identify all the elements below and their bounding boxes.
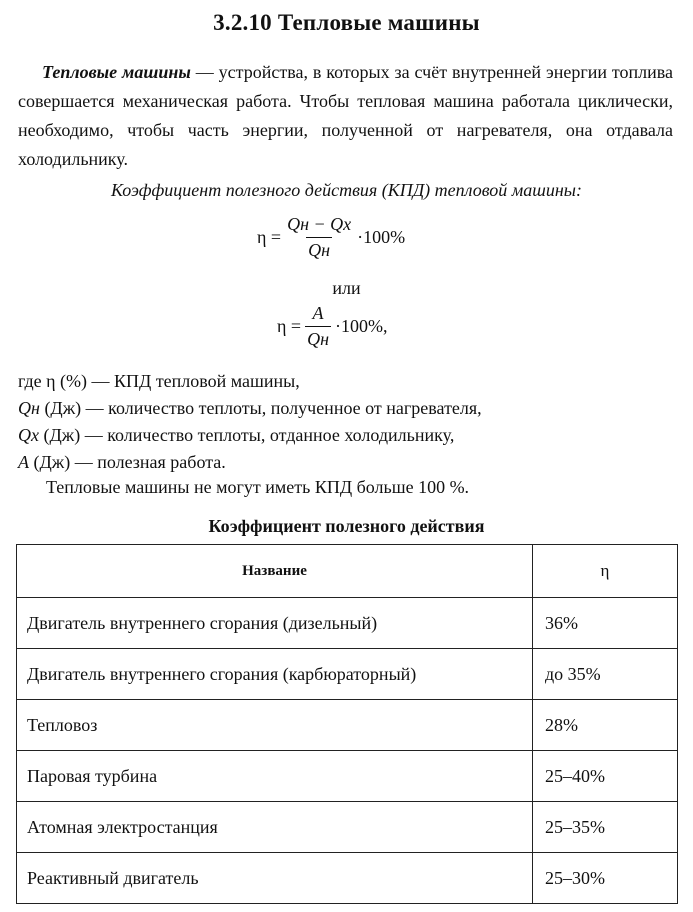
cell-name: Тепловоз	[17, 700, 533, 751]
formula-efficiency-work	[277, 303, 388, 350]
cell-eta: 28%	[533, 700, 678, 751]
formula2-numerator: A	[312, 303, 324, 323]
efficiency-table	[16, 544, 678, 904]
intro-paragraph	[18, 58, 673, 174]
term-heat-engines: Тепловые машины	[42, 62, 191, 82]
or-word: или	[332, 278, 361, 298]
table-row	[17, 853, 678, 904]
formula2-fraction	[305, 303, 331, 350]
header-eta: η	[533, 545, 678, 598]
formula1-rhs: ·100%	[357, 227, 406, 247]
table-title: Коэффициент полезного действия	[208, 516, 485, 536]
cell-name: Атомная электростанция	[17, 802, 533, 853]
table-row	[17, 598, 678, 649]
cell-eta: 36%	[533, 598, 678, 649]
formula1-fraction	[285, 214, 353, 261]
intro-text: — устройства, в которых за счёт внутренней энергии топлива совершается механическая работа. Чтобы тепловая машина работала циклически, необходимо, чтобы часть энергии, полученной от нагревателя, она отдавала холодильнику.	[18, 62, 673, 169]
formula2-lhs: η =	[277, 316, 302, 336]
definitions-list	[18, 368, 482, 476]
formula2-rhs: ·100%,	[335, 316, 388, 336]
cell-eta: 25–30%	[533, 853, 678, 904]
table-header-row	[17, 545, 678, 598]
efficiency-label: Коэффициент полезного действия (КПД) тепловой машины:	[111, 180, 582, 200]
cell-name: Реактивный двигатель	[17, 853, 533, 904]
formula2-denominator: Qн	[305, 326, 331, 350]
formula1-numerator: Qн − Qх	[287, 214, 352, 234]
definition-line: Qн (Дж) — количество теплоты, полученное от нагревателя,	[18, 398, 482, 418]
cell-name: Двигатель внутреннего сгорания (дизельный)	[17, 598, 533, 649]
table-row	[17, 802, 678, 853]
cell-name: Двигатель внутреннего сгорания (карбюраторный)	[17, 649, 533, 700]
cell-eta: до 35%	[533, 649, 678, 700]
section-title: 3.2.10 Тепловые машины	[213, 10, 480, 35]
table-row	[17, 649, 678, 700]
cell-name: Паровая турбина	[17, 751, 533, 802]
table-row	[17, 751, 678, 802]
efficiency-note: Тепловые машины не могут иметь КПД больше 100 %.	[46, 477, 470, 497]
cell-eta: 25–40%	[533, 751, 678, 802]
definition-line: A (Дж) — полезная работа.	[18, 452, 226, 472]
formula-efficiency-heat	[257, 214, 405, 261]
formula1-denominator: Qн	[306, 237, 332, 261]
table-row	[17, 700, 678, 751]
header-name: Название	[17, 545, 533, 598]
formula1-lhs: η =	[257, 227, 282, 247]
cell-eta: 25–35%	[533, 802, 678, 853]
definition-line: Qх (Дж) — количество теплоты, отданное холодильнику,	[18, 425, 455, 445]
definition-line: где η (%) — КПД тепловой машины,	[18, 371, 300, 391]
